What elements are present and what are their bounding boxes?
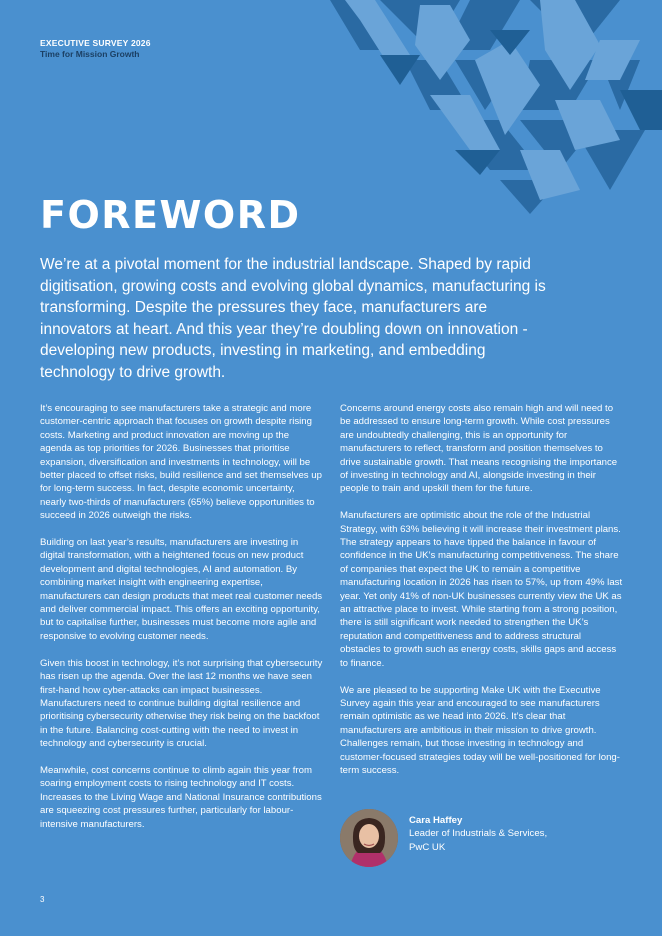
right-column xyxy=(340,402,623,791)
lead-paragraph: We’re at a pivotal moment for the industrial landscape. Shaped by rapid digitisation, growing costs and evolving global dynamics, manufacturing is transforming. Despite the pressures they face, manufacturers are innovators at heart. And this year they’re doubling down on innovation - developing new products, investing in marketing, and embedding technology to drive growth. xyxy=(40,256,546,381)
page-number: 3 xyxy=(40,895,45,904)
survey-title: EXECUTIVE SURVEY 2026 xyxy=(40,38,151,48)
body-paragraph: Meanwhile, cost concerns continue to climb again this year from soaring employment costs to rising technology and IT costs. Increases to the Living Wage and National Insurance contributions are squeezing cost pressures further, particularly for labour-intensive manufacturers. xyxy=(40,764,322,830)
author-company: PwC UK xyxy=(409,841,446,853)
body-paragraph: Concerns around energy costs also remain high and will need to be addressed to ensure long-term growth. While cost pressures are undoubtedly challenging, this is an opportunity for manufacturers to reflect, transform and position themselves to drive sustainable growth. That means recognising the importance of investing in technology and AI, alongside investing in their people to train and upskill them for the future. xyxy=(340,403,618,495)
body-paragraph: Building on last year’s results, manufacturers are investing in digital transformation, with a heightened focus on new product development and digital technologies, AI and automation. By combining market insight with engineering expertise, manufacturers can design products that meet real customer needs and deliver commercial impact. This offers an exciting opportunity, but to capitalise further, businesses must become more agile and responsive to evolving customer needs. xyxy=(40,537,323,642)
author-role: Leader of Industrials & Services, xyxy=(409,828,548,840)
body-paragraph: Manufacturers are optimistic about the role of the Industrial Strategy, with 63% believing it will increase their investment plans. The strategy appears to have tipped the balance in favour of confidence in the UK’s manufacturing competitiveness. The share of companies that expect the UK to remain a competitive manufacturing location in 2026 has risen to 57%, up from 49% last year. Yet only 41% of non-UK businesses currently view the UK as an attractive place to invest. While starting from a strong position, there is still significant work needed to strengthen the UK’s reputation and competitiveness and to address structural obstacles to growth such as energy costs, skills gaps and access to finance. xyxy=(340,510,623,669)
author-name: Cara Haffey xyxy=(409,815,463,826)
body-paragraph: Given this boost in technology, it’s not surprising that cybersecurity has risen up the agenda. Over the last 12 months we have seen first-hand how cyber-attacks can impact businesses. Manufacturers need to continue building digital resilience and prioritising cybersecurity otherwise they risk being on the backfoot in the future. Balancing cost-cutting with the need to invest in technology and cybersecurity is crucial. xyxy=(40,657,323,750)
author-avatar xyxy=(340,809,398,867)
survey-subtitle: Time for Mission Growth xyxy=(40,49,140,59)
body-paragraph: It’s encouraging to see manufacturers take a strategic and more customer-centric approach that focuses on growth despite rising costs. Marketing and product innovation are moving up the agenda as top priorities for 2026. Businesses that prioritise expansion, diversification and investments in technology, will be better placed to offset risks, build resilience and set themselves up for long-term success. In fact, despite economic uncertainty, nearly two-thirds of manufacturers (65%) believe opportunities to succeed in 2026 outweigh the risks. xyxy=(40,403,322,522)
section-title: FOREWORD xyxy=(40,193,301,237)
body-paragraph: We are pleased to be supporting Make UK with the Executive Survey again this year and encouraged to see manufacturers remain optimistic as we head into 2026. It’s clear that manufacturers are ambitious in their mission to drive growth. Challenges remain, but those investing in technology and customer-focused strategies today will be well-positioned for long-term success. xyxy=(340,684,620,776)
left-column xyxy=(40,402,323,844)
document-header xyxy=(40,38,151,59)
